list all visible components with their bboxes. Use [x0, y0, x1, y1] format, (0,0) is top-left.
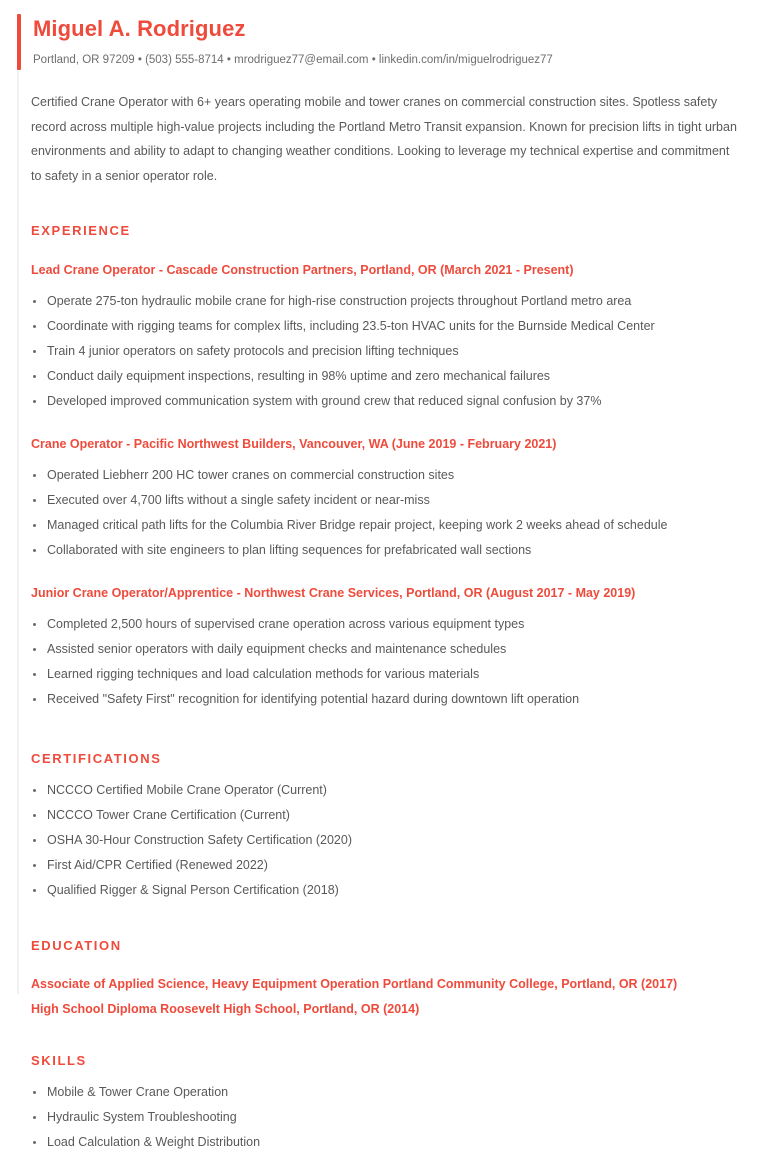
experience-job: [31, 563, 740, 712]
contact-line: Portland, OR 97209 • (503) 555-8714 • mrodriguez77@email.com • linkedin.com/in/miguelrodriguez77: [33, 54, 553, 66]
section-title-education: EDUCATION: [31, 938, 122, 953]
list-item: Executed over 4,700 lifts without a single safety incident or near-miss: [31, 488, 740, 513]
list-item: Train 4 junior operators on safety protocols and precision lifting techniques: [31, 339, 740, 364]
list-item: Qualified Rigger & Signal Person Certification (2018): [31, 878, 740, 903]
list-item: Hydraulic System Troubleshooting: [31, 1105, 740, 1130]
list-item: Mobile & Tower Crane Operation: [31, 1080, 740, 1105]
list-item: Managed critical path lifts for the Columbia River Bridge repair project, keeping work 2 weeks ahead of schedule: [31, 513, 740, 538]
accent-bar: [17, 14, 21, 70]
list-item: Load Calculation & Weight Distribution: [31, 1130, 740, 1155]
list-item: Received "Safety First" recognition for identifying potential hazard during downtown lift operation: [31, 687, 740, 712]
job-heading: Junior Crane Operator/Apprentice - Northwest Crane Services, Portland, OR (August 2017 - May 2019): [31, 586, 636, 600]
left-guide-rule: [17, 70, 19, 994]
job-heading: Lead Crane Operator - Cascade Construction Partners, Portland, OR (March 2021 - Present): [31, 263, 574, 277]
job-bullet-list: [31, 612, 740, 712]
professional-summary: Certified Crane Operator with 6+ years operating mobile and tower cranes on commercial construction sites. Spotless safety record across multiple high-value projects including the Portland Metro Transit expansion. Known for precision lifts in tight urban environments and ability to adapt to changing weather conditions. Looking to leverage my technical expertise and commitment to safety in a senior operator role.: [31, 95, 737, 183]
list-item: Assisted senior operators with daily equipment checks and maintenance schedules: [31, 637, 740, 662]
list-item: NCCCO Tower Crane Certification (Current): [31, 803, 740, 828]
education-entry: Associate of Applied Science, Heavy Equipment Operation Portland Community College, Portland, OR (2017): [31, 977, 678, 991]
section-title-certifications: CERTIFICATIONS: [31, 751, 162, 766]
job-heading: Crane Operator - Pacific Northwest Builders, Vancouver, WA (June 2019 - February 2021): [31, 437, 557, 451]
list-item: Learned rigging techniques and load calculation methods for various materials: [31, 662, 740, 687]
list-item: Operated Liebherr 200 HC tower cranes on commercial construction sites: [31, 463, 740, 488]
section-education: [31, 903, 740, 1018]
resume-body: [0, 68, 768, 1155]
section-skills: [31, 1018, 740, 1155]
section-experience: [31, 188, 740, 712]
list-item: First Aid/CPR Certified (Renewed 2022): [31, 853, 740, 878]
section-title-skills: SKILLS: [31, 1053, 87, 1068]
list-item: NCCCO Certified Mobile Crane Operator (Current): [31, 778, 740, 803]
list-item: Completed 2,500 hours of supervised crane operation across various equipment types: [31, 612, 740, 637]
candidate-name: Miguel A. Rodriguez: [33, 16, 246, 41]
job-bullet-list: [31, 463, 740, 563]
list-item: Coordinate with rigging teams for complex lifts, including 23.5-ton HVAC units for the Burnside Medical Center: [31, 314, 740, 339]
resume-header: [0, 0, 768, 68]
section-certifications: [31, 712, 740, 903]
skills-list: [31, 1080, 740, 1155]
section-title-experience: EXPERIENCE: [31, 223, 131, 238]
list-item: OSHA 30-Hour Construction Safety Certification (2020): [31, 828, 740, 853]
list-item: Operate 275-ton hydraulic mobile crane for high-rise construction projects throughout Portland metro area: [31, 289, 740, 314]
education-entry: High School Diploma Roosevelt High School, Portland, OR (2014): [31, 1002, 420, 1016]
job-bullet-list: [31, 289, 740, 414]
experience-job: [31, 240, 740, 414]
list-item: Developed improved communication system with ground crew that reduced signal confusion by 37%: [31, 389, 740, 414]
list-item: Collaborated with site engineers to plan lifting sequences for prefabricated wall sections: [31, 538, 740, 563]
certifications-list: [31, 778, 740, 903]
list-item: Conduct daily equipment inspections, resulting in 98% uptime and zero mechanical failures: [31, 364, 740, 389]
experience-job: [31, 414, 740, 563]
